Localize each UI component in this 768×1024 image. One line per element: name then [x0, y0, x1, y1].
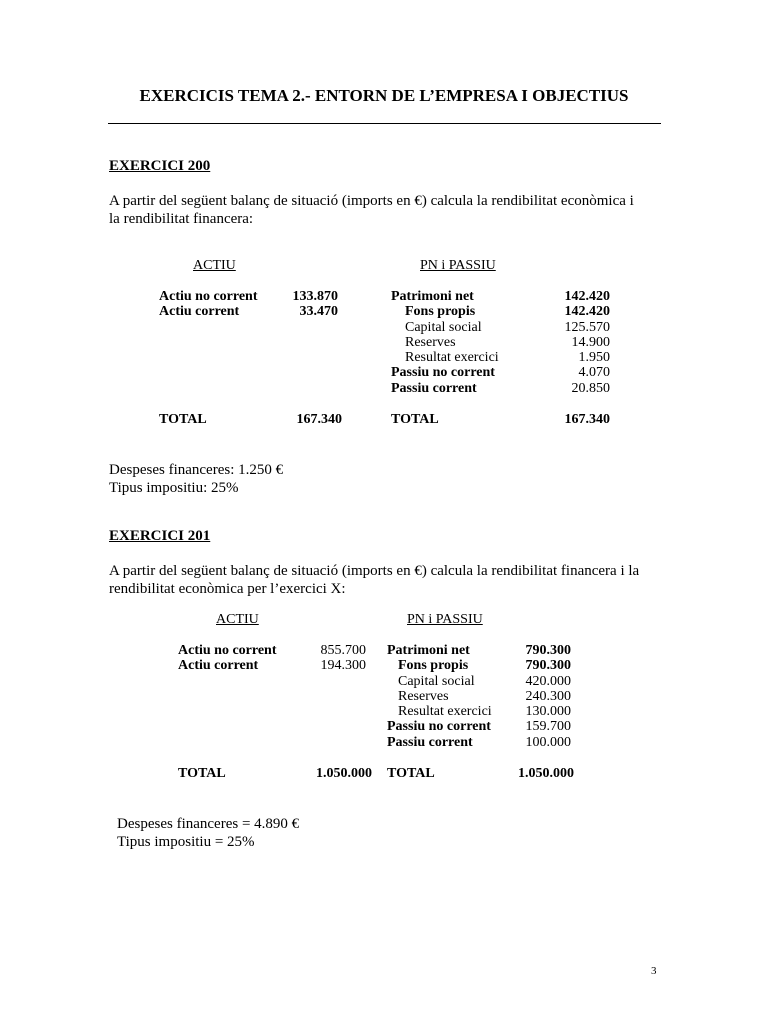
title-divider	[108, 123, 661, 124]
passiu-label: Capital social	[398, 673, 475, 689]
passiu-label: Patrimoni net	[391, 289, 474, 304]
passiu-value: 20.850	[571, 380, 610, 396]
actiu-value: 194.300	[320, 658, 366, 674]
passiu-label: Reserves	[405, 334, 456, 350]
passiu-value: 4.070	[578, 365, 610, 381]
actiu-value: 855.700	[320, 643, 366, 658]
exercise-201-total-passiu-label: TOTAL	[387, 766, 435, 781]
actiu-label: Actiu no corrent	[178, 643, 277, 658]
exercise-201-total-passiu: 1.050.000	[518, 766, 574, 781]
exercise-201-actiu-header: ACTIU	[216, 612, 259, 627]
exercise-200-passiu-labels	[391, 289, 499, 396]
exercise-200-total-label: TOTAL	[159, 412, 207, 427]
passiu-value: 125.570	[564, 319, 610, 335]
passiu-label: Passiu no corrent	[387, 719, 491, 735]
exercise-201-passiu-header: PN i PASSIU	[407, 612, 483, 627]
exercise-200-despeses: Despeses financeres: 1.250 €	[109, 462, 284, 478]
actiu-label: Actiu no corrent	[159, 289, 258, 304]
exercise-201-passiu-values	[491, 643, 571, 750]
passiu-label: Reserves	[398, 688, 449, 704]
actiu-value: 33.470	[299, 304, 338, 320]
passiu-value: 130.000	[525, 704, 571, 720]
passiu-value: 1.950	[578, 350, 610, 366]
exercise-200-total-actiu: 167.340	[296, 412, 342, 427]
passiu-value: 790.300	[525, 643, 571, 658]
exercise-200-passiu-values	[530, 289, 610, 396]
passiu-label: Fons propis	[398, 658, 469, 674]
passiu-value: 142.420	[564, 304, 610, 320]
exercise-201-heading: EXERCICI 201	[109, 528, 211, 544]
passiu-value: 14.900	[571, 334, 610, 350]
exercise-201-actiu-values	[290, 643, 366, 674]
passiu-label: Passiu corrent	[391, 380, 477, 396]
passiu-label: Patrimoni net	[387, 643, 470, 658]
passiu-value: 100.000	[525, 734, 571, 750]
passiu-value: 142.420	[564, 289, 610, 304]
passiu-value: 159.700	[525, 719, 571, 735]
passiu-label: Capital social	[405, 319, 482, 335]
exercise-200-heading: EXERCICI 200	[109, 158, 211, 174]
exercise-200-actiu-labels	[159, 289, 258, 320]
passiu-value: 790.300	[525, 658, 571, 674]
exercise-201-despeses: Despeses financeres = 4.890 €	[117, 816, 300, 832]
passiu-label: Resultat exercici	[405, 350, 499, 366]
document-title: EXERCICIS TEMA 2.- ENTORN DE L’EMPRESA I OBJECTIUS	[139, 86, 629, 105]
exercise-200-passiu-header: PN i PASSIU	[420, 258, 496, 273]
exercise-200-total-passiu-label: TOTAL	[391, 412, 439, 427]
exercise-200-actiu-values	[268, 289, 338, 320]
exercise-201-actiu-labels	[178, 643, 277, 674]
exercise-201-intro-line1: A partir del següent balanç de situació (imports en €) calcula la rendibilitat financera i la	[109, 563, 640, 579]
exercise-201-total-actiu: 1.050.000	[316, 766, 372, 781]
exercise-200-intro-line1: A partir del següent balanç de situació (imports en €) calcula la rendibilitat econòmica i	[109, 193, 634, 209]
passiu-value: 420.000	[525, 673, 571, 689]
passiu-label: Passiu no corrent	[391, 365, 495, 381]
passiu-label: Resultat exercici	[398, 704, 492, 720]
exercise-200-actiu-header: ACTIU	[193, 258, 236, 273]
exercise-201-intro-line2: rendibilitat econòmica per l’exercici X:	[109, 581, 346, 597]
exercise-201-tipus: Tipus impositiu = 25%	[117, 834, 255, 850]
exercise-201-total-label: TOTAL	[178, 766, 226, 781]
actiu-label: Actiu corrent	[159, 304, 240, 320]
passiu-value: 240.300	[525, 688, 571, 704]
actiu-label: Actiu corrent	[178, 658, 259, 674]
exercise-201-passiu-labels	[387, 643, 492, 750]
passiu-label: Fons propis	[405, 304, 476, 320]
actiu-value: 133.870	[292, 289, 338, 304]
passiu-label: Passiu corrent	[387, 734, 473, 750]
exercise-200-total-passiu: 167.340	[564, 412, 610, 427]
exercise-200-intro-line2: la rendibilitat financera:	[109, 211, 254, 227]
exercise-200-tipus: Tipus impositiu: 25%	[109, 480, 239, 496]
page-number: 3	[651, 965, 657, 977]
